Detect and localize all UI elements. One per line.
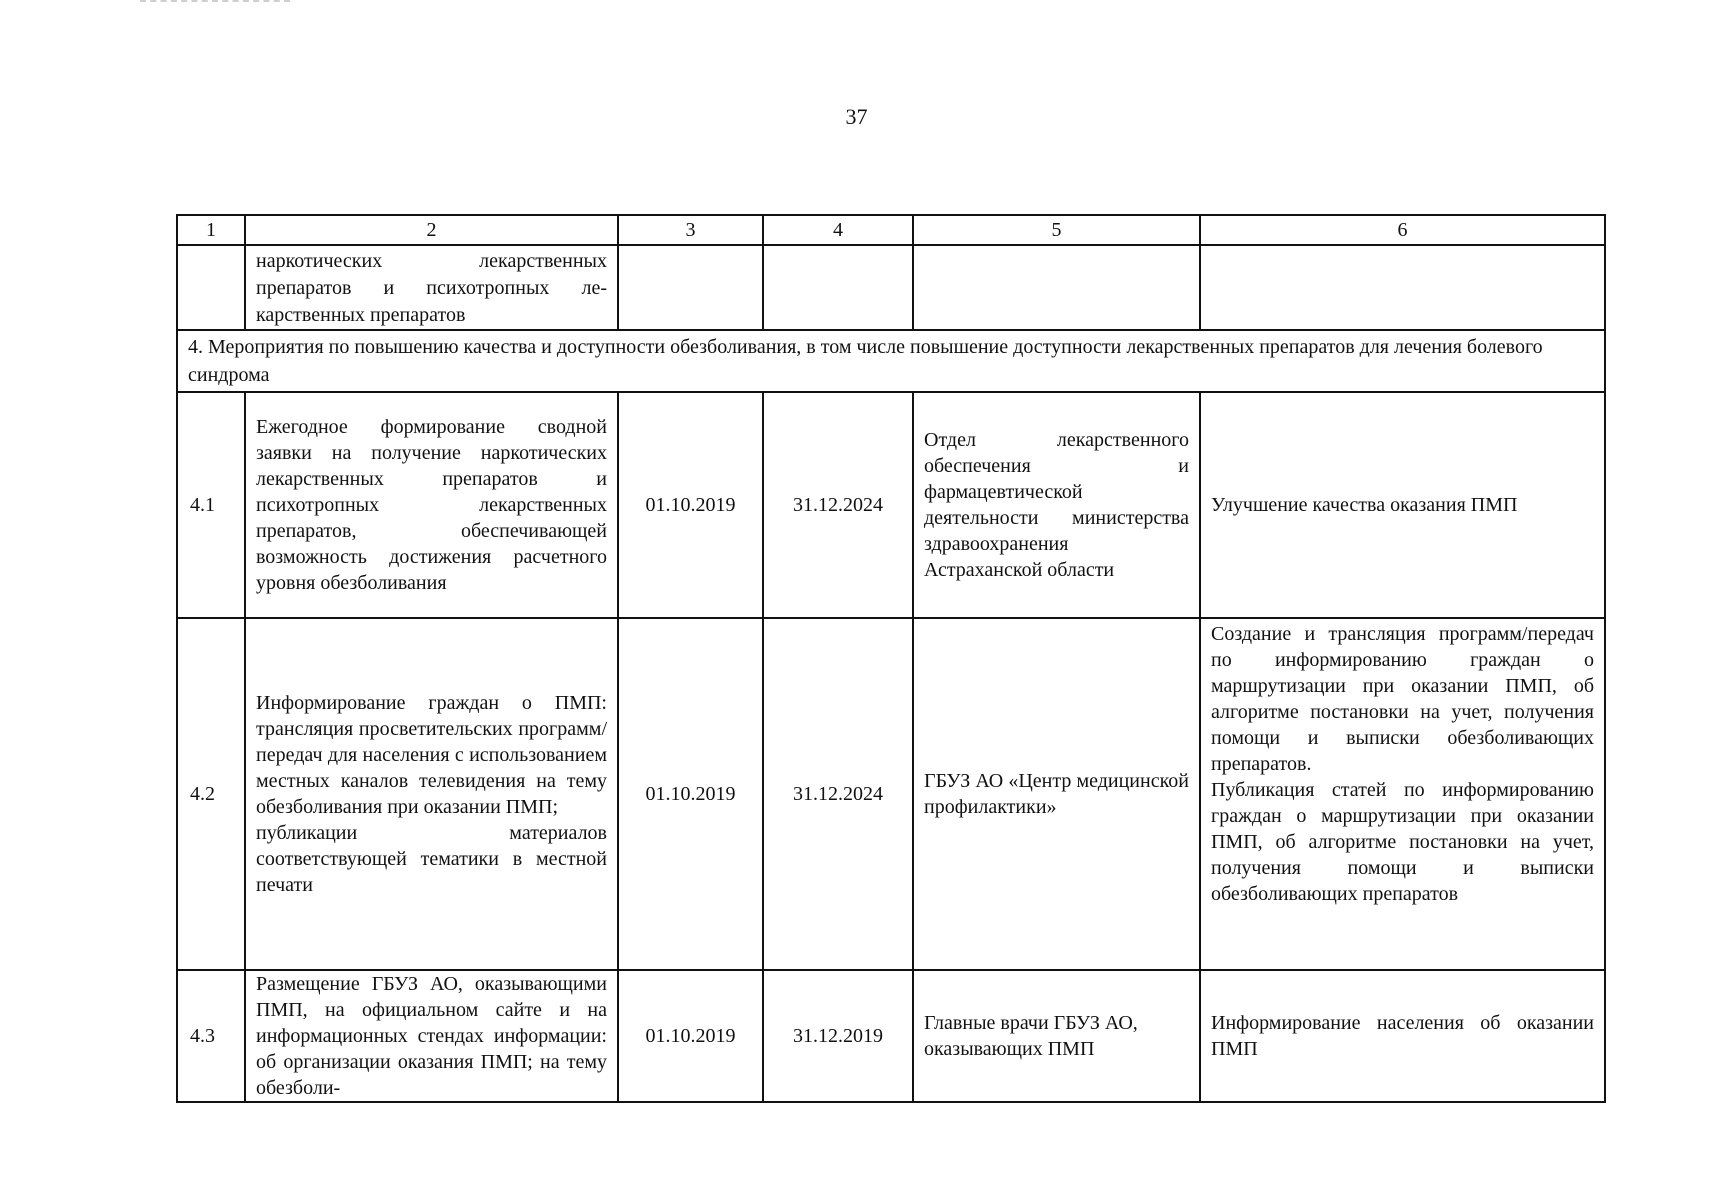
row-number: 4.2 <box>177 618 245 970</box>
responsible-cell: Отдел лекарственного обеспечения и фармацевтической деятельности министерства здравоохранения Астраханской области <box>913 392 1200 618</box>
scan-artifact <box>140 0 290 6</box>
table-header-row <box>177 215 1605 245</box>
activity-cell: Информирование граждан о ПМП: трансляция просветительских программ/передач для населения с использованием местных каналов телевидения на тему обезболивания при оказании ПМП; публикации материалов соответствующей тематики в местной печати <box>245 618 618 970</box>
continuation-activity-cell <box>245 245 618 330</box>
responsible-cell: ГБУЗ АО «Центр медицинской профилактики» <box>913 618 1200 970</box>
continuation-line: наркотических лекарственных <box>256 250 607 272</box>
end-date: 31.12.2019 <box>763 970 913 1102</box>
start-date: 01.10.2019 <box>618 392 763 618</box>
start-date: 01.10.2019 <box>618 618 763 970</box>
continuation-line: препаратов и психотропных ле- <box>256 277 607 299</box>
activity-cell: Размещение ГБУЗ АО, оказывающими ПМП, на официальном сайте и на информационных стендах информации: об организации оказания ПМП; на тему обезболи- <box>245 970 618 1102</box>
result-cell: Создание и трансляция программ/передач по информированию граждан о маршрутизации при оказании ПМП, об алгоритме постановки на учет, получения помощи и выписки обезболивающих препаратов. Публикация статей по информированию граждан о маршрутизации при оказании ПМП, об алгоритме постановки на учет, получения помощи и выписки обезболивающих препаратов <box>1200 618 1605 970</box>
continuation-num-cell <box>177 245 245 330</box>
continuation-empty-cell <box>1200 245 1605 330</box>
section-title: 4. Мероприятия по повышению качества и доступности обезболивания, в том числе повышение доступности лекарственных препаратов для лечения болевого синдрома <box>177 330 1605 392</box>
continuation-empty-cell <box>618 245 763 330</box>
row-number: 4.1 <box>177 392 245 618</box>
table-row <box>177 392 1605 618</box>
continuation-empty-cell <box>763 245 913 330</box>
column-header-2: 2 <box>245 215 618 245</box>
continuation-row <box>177 245 1605 330</box>
column-header-5: 5 <box>913 215 1200 245</box>
start-date: 01.10.2019 <box>618 970 763 1102</box>
result-cell: Улучшение качества оказания ПМП <box>1200 392 1605 618</box>
table-row <box>177 618 1605 970</box>
column-header-3: 3 <box>618 215 763 245</box>
row-number: 4.3 <box>177 970 245 1102</box>
activity-cell: Ежегодное формирование сводной заявки на получение наркотических лекарственных препаратов и психотропных лекарственных препаратов, обеспечивающей возможность достижения расчетного уровня обезболивания <box>245 392 618 618</box>
measures-table <box>176 214 1606 1103</box>
responsible-cell: Главные врачи ГБУЗ АО, оказывающих ПМП <box>913 970 1200 1102</box>
continuation-empty-cell <box>913 245 1200 330</box>
column-header-4: 4 <box>763 215 913 245</box>
column-header-6: 6 <box>1200 215 1605 245</box>
column-header-1: 1 <box>177 215 245 245</box>
table-row <box>177 970 1605 1102</box>
end-date: 31.12.2024 <box>763 618 913 970</box>
section-row <box>177 330 1605 392</box>
continuation-line: карственных препаратов <box>256 304 466 326</box>
end-date: 31.12.2024 <box>763 392 913 618</box>
page-number: 37 <box>845 104 868 129</box>
result-cell: Информирование населения об оказании ПМП <box>1200 970 1605 1102</box>
